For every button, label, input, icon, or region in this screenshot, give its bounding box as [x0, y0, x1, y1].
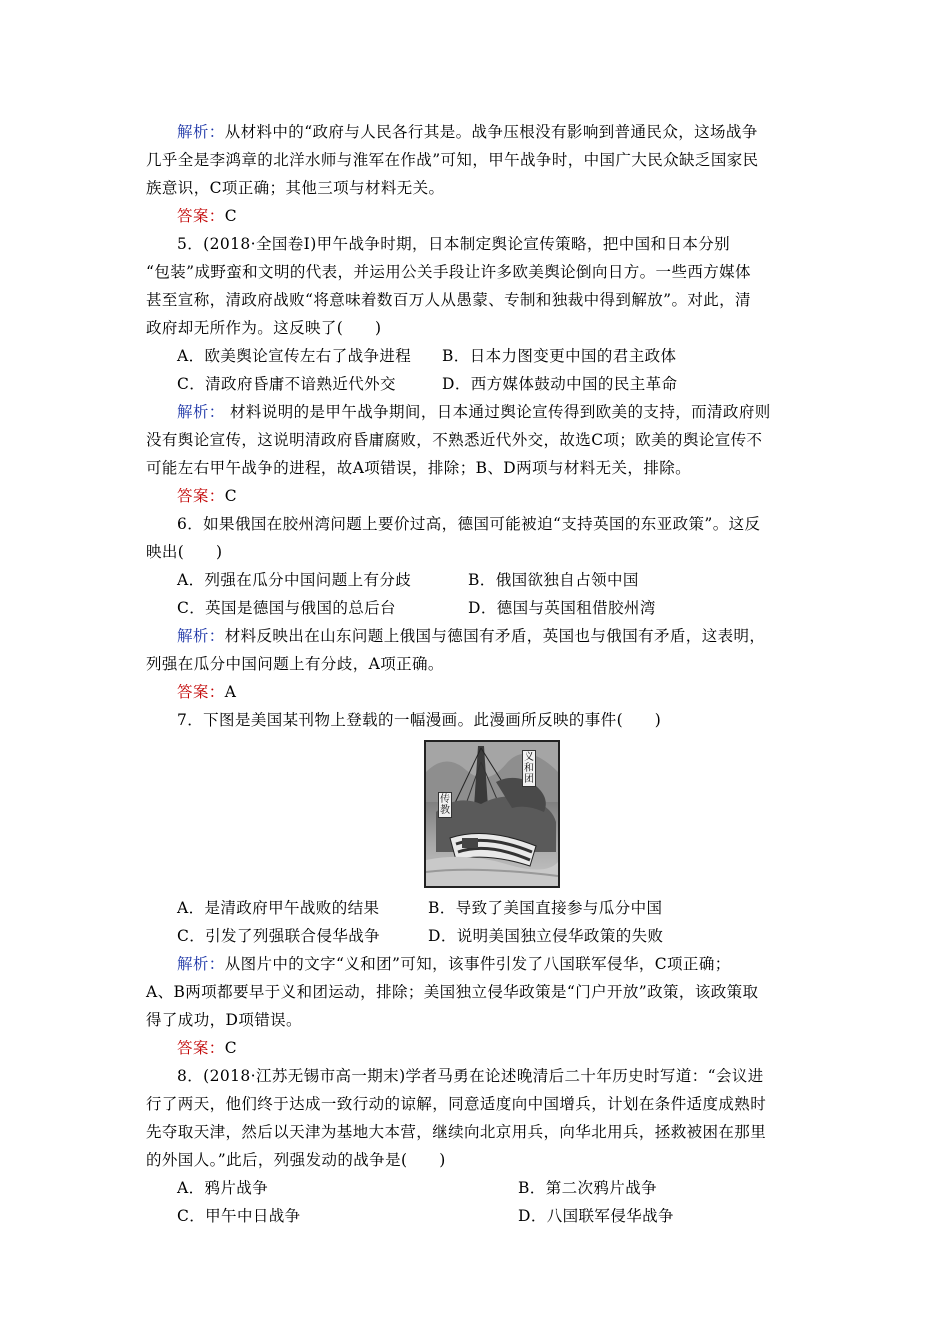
answer-value: A — [224, 683, 237, 701]
option-c: C．甲午中日战争 — [177, 1207, 301, 1225]
option-b: B．第二次鸦片战争 — [518, 1179, 657, 1197]
answer-label: 答案： — [177, 207, 225, 225]
option-d: D．德国与英国租借胶州湾 — [468, 599, 656, 617]
analysis-line: A、B两项都要早于义和团运动，排除；美国独立侵华政策是“门户开放”政策，该政策取 — [146, 983, 759, 1001]
question-stem-line: 映出( ) — [146, 543, 223, 561]
cartoon-label-right: 义和团 — [524, 752, 534, 785]
analysis-line: 没有舆论宣传，这说明清政府昏庸腐败，不熟悉近代外交，故选C项；欧美的舆论宣传不 — [146, 431, 763, 449]
answer-value: C — [224, 487, 237, 505]
analysis-line: 几乎全是李鸿章的北洋水师与淮军在作战”可知，甲午战争时，中国广大民众缺乏国家民 — [146, 151, 759, 169]
option-b: B．俄国欲独自占领中国 — [468, 571, 639, 589]
analysis-line: 得了成功，D项错误。 — [146, 1011, 302, 1029]
option-a: A．欧美舆论宣传左右了战争进程 — [177, 347, 412, 365]
analysis-line: 解析：从材料中的“政府与人民各行其是。战争压根没有影响到普通民众，这场战争 — [177, 123, 758, 141]
analysis-line: 解析：从图片中的文字“义和团”可知，该事件引发了八国联军侵华，C项正确； — [177, 955, 731, 973]
cartoon-image — [424, 740, 560, 888]
cartoon-label-left: 传教 — [440, 794, 450, 816]
answer-line — [146, 678, 808, 706]
question-stem-line: 行了两天，他们终于达成一致行动的谅解，同意适度向中国增兵，计划在条件适度成熟时 — [146, 1095, 767, 1113]
option-c: C．引发了列强联合侵华战争 — [177, 927, 381, 945]
option-row — [146, 566, 808, 594]
option-b: B．日本力图变更中国的君主政体 — [442, 347, 677, 365]
question-stem-line: 政府却无所作为。这反映了( ) — [146, 319, 382, 337]
option-c: C．清政府昏庸不谙熟近代外交 — [177, 375, 396, 393]
answer-line — [146, 1034, 808, 1062]
analysis-line: 族意识，C项正确；其他三项与材料无关。 — [146, 179, 445, 197]
answer-line — [146, 202, 808, 230]
answer-label: 答案： — [177, 1039, 225, 1057]
analysis-line: 解析：材料反映出在山东问题上俄国与德国有矛盾，英国也与俄国有矛盾，这表明， — [177, 627, 766, 645]
question-stem-line: 5．(2018·全国卷Ⅰ)甲午战争时期，日本制定舆论宣传策略，把中国和日本分别 — [177, 235, 731, 253]
analysis-label: 解析： — [177, 955, 225, 973]
option-d: D．说明美国独立侵华政策的失败 — [428, 927, 664, 945]
question-stem-line: 6．如果俄国在胶州湾问题上要价过高，德国可能被迫“支持英国的东亚政策”。这反 — [177, 515, 761, 533]
option-d: D．西方媒体鼓动中国的民主革命 — [442, 375, 678, 393]
analysis-line: 解析： 材料说明的是甲午战争期间，日本通过舆论宣传得到欧美的支持，而清政府则 — [177, 403, 771, 421]
option-row — [146, 370, 808, 398]
analysis-line: 列强在瓜分中国问题上有分歧，A项正确。 — [146, 655, 444, 673]
question-stem-line: 先夺取天津，然后以天津为基地大本营，继续向北京用兵，向华北用兵，拯救被困在那里 — [146, 1123, 767, 1141]
question-stem-line: “包装”成野蛮和文明的代表，并运用公关手段让许多欧美舆论倒向日方。一些西方媒体 — [146, 263, 751, 281]
analysis-line: 可能左右甲午战争的进程，故A项错误，排除；B、D两项与材料无关，排除。 — [146, 459, 692, 477]
question-stem-line: 的外国人。”此后，列强发动的战争是( ) — [146, 1151, 446, 1169]
analysis-label: 解析： — [177, 403, 225, 421]
option-row — [146, 594, 808, 622]
option-row — [146, 1174, 808, 1202]
option-c: C．英国是德国与俄国的总后台 — [177, 599, 396, 617]
answer-value: C — [224, 1039, 237, 1057]
document-page — [146, 118, 808, 1230]
option-a: A．是清政府甲午战败的结果 — [177, 899, 380, 917]
answer-label: 答案： — [177, 683, 225, 701]
option-row — [146, 922, 808, 950]
analysis-label: 解析： — [177, 627, 225, 645]
question-stem-line: 甚至宣称，清政府战败“将意味着数百万人从愚蒙、专制和独裁中得到解放”。对此，清 — [146, 291, 751, 309]
option-b: B．导致了美国直接参与瓜分中国 — [428, 899, 663, 917]
option-row — [146, 894, 808, 922]
option-a: A．鸦片战争 — [177, 1179, 269, 1197]
answer-value: C — [224, 207, 237, 225]
option-d: D．八国联军侵华战争 — [518, 1207, 674, 1225]
answer-label: 答案： — [177, 487, 225, 505]
answer-line — [146, 482, 808, 510]
question-stem-line: 8．(2018·江苏无锡市高一期末)学者马勇在论述晚清后二十年历史时写道：“会议进 — [177, 1067, 764, 1085]
question-stem-line: 7．下图是美国某刊物上登载的一幅漫画。此漫画所反映的事件( ) — [177, 711, 662, 729]
analysis-label: 解析： — [177, 123, 225, 141]
option-row — [146, 1202, 808, 1230]
option-a: A．列强在瓜分中国问题上有分歧 — [177, 571, 412, 589]
option-row — [146, 342, 808, 370]
